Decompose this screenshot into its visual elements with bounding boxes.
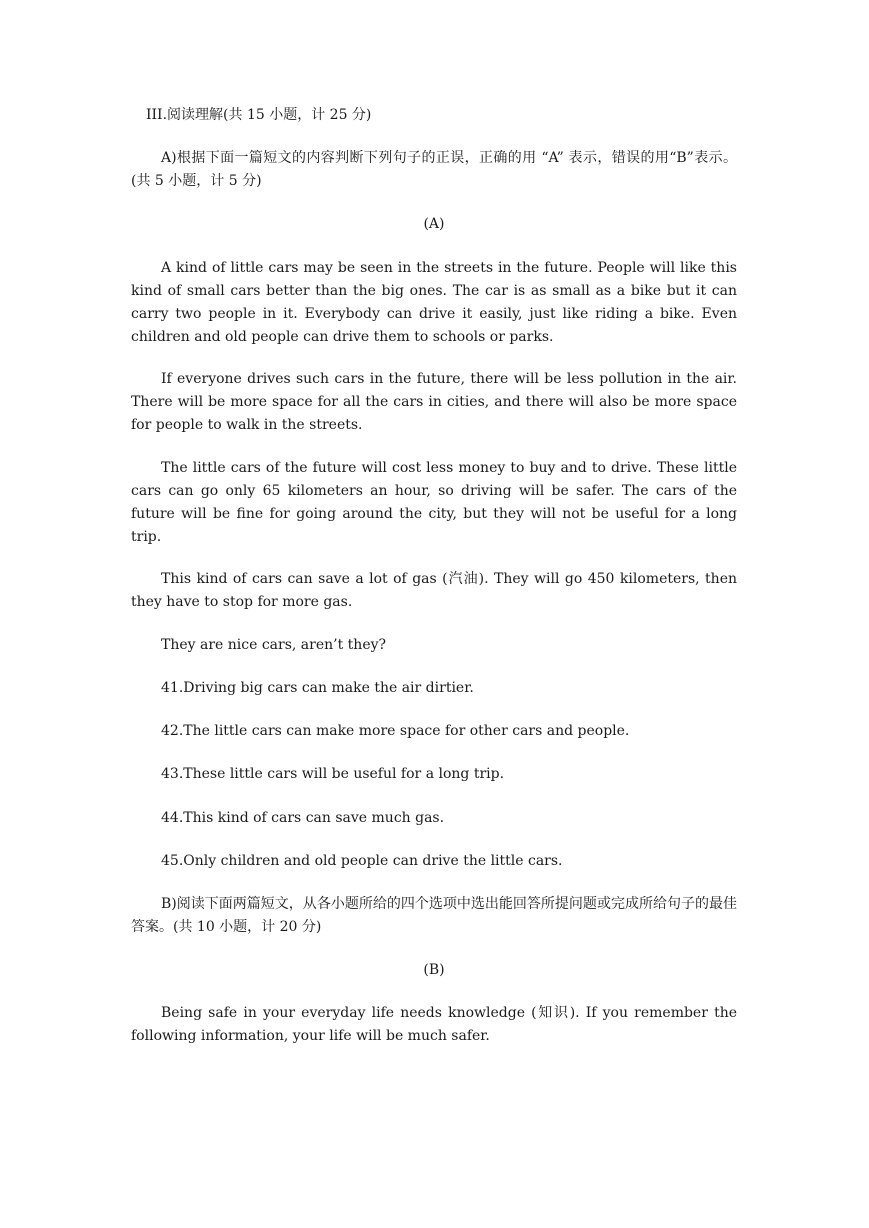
part-b-instruction: B)阅读下面两篇短文，从各小题所给的四个选项中选出能回答所提问题或完成所给句子的最佳答案。(共 10 小题，计 20 分)	[131, 896, 737, 935]
section-heading: III.阅读理解(共 15 小题，计 25 分)	[146, 107, 372, 123]
passage-b-paragraph-1: Being safe in your everyday life needs knowledge (知识). If you remember the following information, your life will be much safer.	[131, 1005, 737, 1044]
passage-a-paragraph-2: If everyone drives such cars in the future, there will be less pollution in the air. There will be more space for all the cars in cities, and there will also be more space for people to walk in the streets.	[131, 371, 737, 433]
passage-a-label: (A)	[423, 216, 445, 232]
passage-a-paragraph-1: A kind of little cars may be seen in the streets in the future. People will like this kind of small cars better than the big ones. The car is as small as a bike but it can carry two people in it. Everybody can drive it easily, just like riding a bike. Even children and old people can drive them to schools or parks.	[131, 260, 737, 345]
part-a-instruction: A)根据下面一篇短文的内容判断下列句子的正误，正确的用 “A” 表示，错误的用“B”表示。(共 5 小题，计 5 分)	[131, 150, 737, 189]
question-43: 43.These little cars will be useful for a long trip.	[161, 766, 505, 782]
question-41: 41.Driving big cars can make the air dirtier.	[161, 680, 474, 696]
question-42: 42.The little cars can make more space for other cars and people.	[161, 723, 630, 739]
question-45: 45.Only children and old people can drive the little cars.	[161, 853, 563, 869]
passage-a-paragraph-5: They are nice cars, aren’t they?	[161, 637, 387, 653]
question-44: 44.This kind of cars can save much gas.	[161, 810, 445, 826]
passage-a-paragraph-4: This kind of cars can save a lot of gas (汽油). They will go 450 kilometers, then they have to stop for more gas.	[131, 571, 737, 610]
passage-a-paragraph-3: The little cars of the future will cost less money to buy and to drive. These little cars can go only 65 kilometers an hour, so driving will be safer. The cars of the future will be fine for going around the city, but they will not be useful for a long trip.	[131, 460, 737, 545]
passage-b-label: (B)	[423, 962, 445, 978]
